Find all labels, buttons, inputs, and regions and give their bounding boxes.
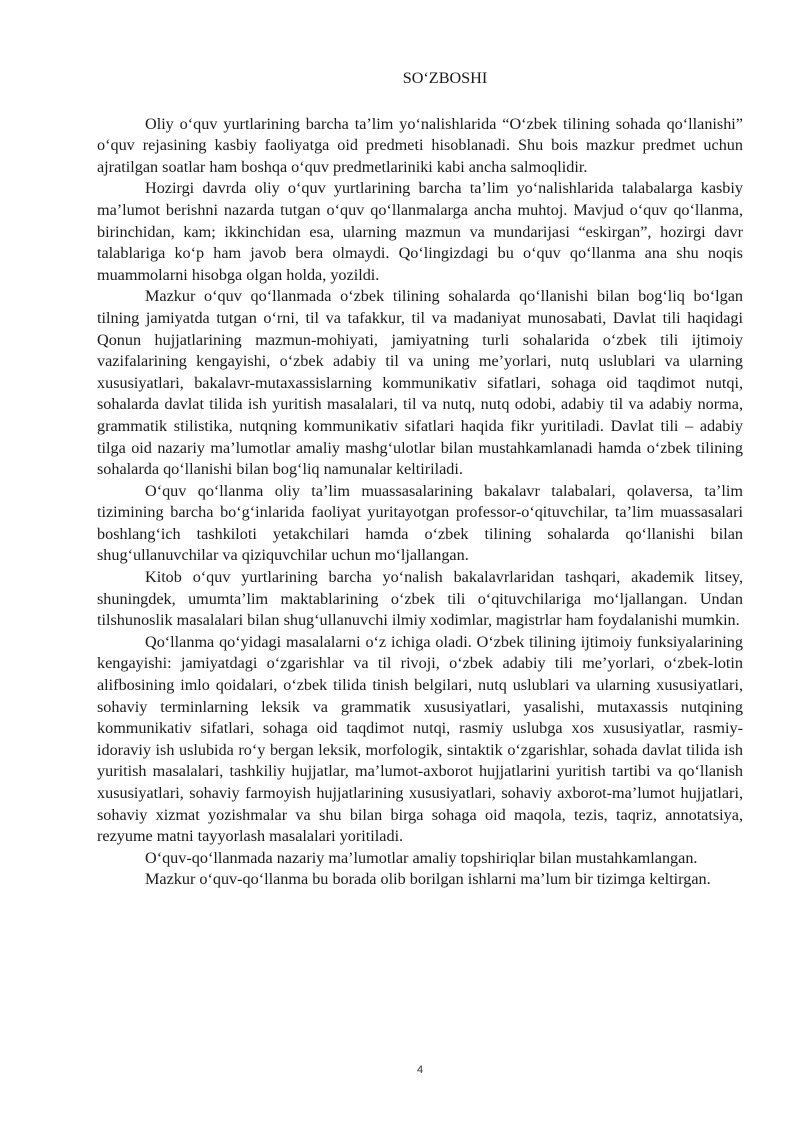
paragraph-7: O‘quv-qo‘llanmada nazariy ma’lumotlar amaliy topshiriqlar bilan mustahkamlangan. — [145, 848, 698, 867]
page-number: 4 — [416, 1064, 424, 1076]
paragraph-4: O‘quv qo‘llanma oliy ta’lim muassasalarining bakalavr talabalari, qolaversa, ta’lim tizimining barcha bo‘g‘inlarida faoliyat yuritayotgan professor-o‘qituvchilar, ta’lim muassasalari boshlang‘ich tashkiloti yetakchilari hamda o‘zbek tilining sohalarda qo‘llanishi bilan shug‘ullanuvchilar va qiziquvchilar uchun mo‘ljallangan. — [97, 481, 743, 565]
paragraph-1: Oliy o‘quv yurtlarining barcha ta’lim yo‘nalishlarida “O‘zbek tilining sohada qo‘llanishi” o‘quv rejasining kasbiy faoliyatga oid predmeti hisoblanadi. Shu bois mazkur predmet uchun ajratilgan soatlar ham boshqa o‘quv predmetlariniki kabi ancha salmoqlidir. — [97, 114, 743, 176]
document-page — [97, 68, 743, 891]
paragraph-8: Mazkur o‘quv-qo‘llanma bu borada olib borilgan ishlarni ma’lum bir tizimga keltirgan. — [145, 870, 711, 889]
page-title: SO‘ZBOSHI — [402, 69, 488, 87]
paragraph-5: Kitob o‘quv yurtlarining barcha yo‘nalish bakalavrlaridan tashqari, akademik litsey, shuningdek, umumta’lim maktablarining o‘zbek tili o‘qituvchilariga mo‘ljallangan. Undan tilshunoslik masalalari bilan shug‘ullanuvchi ilmiy xodimlar, magistrlar ham foydalanishi mumkin. — [97, 568, 743, 630]
paragraph-3: Mazkur o‘quv qo‘llanmada o‘zbek tilining sohalarda qo‘llanishi bilan bog‘liq bo‘lgan tilning jamiyatda tutgan o‘rni, til va tafakkur, til va madaniyat munosabati, Davlat tili haqidagi Qonun hujjatlarining mazmun-mohiyati, jamiyatning turli sohalarida o‘zbek tili ijtimoiy vazifalarining kengayishi, o‘zbek adabiy til va uning me’yorlari, nutq uslublari va ularning xususiyatlari, bakalavr-mutaxassislarning kommunikativ sifatlari, sohaga oid taqdimot nutqi, sohalarda davlat tilida ish yuritish masalalari, til va nutq, nutq odobi, adabiy til va adabiy norma, grammatik stilistika, nutqning kommunikativ sifatlari haqida fikr yuritiladi. Davlat tili – adabiy tilga oid nazariy ma’lumotlar amaliy mashg‘ulotlar bilan mustahkamlanadi hamda o‘zbek tilining sohalarda qo‘llanishi bilan bog‘liq namunalar keltiriladi. — [97, 287, 743, 479]
paragraph-2: Hozirgi davrda oliy o‘quv yurtlarining barcha ta’lim yo‘nalishlarida talabalarga kasbiy ma’lumot berishni nazarda tutgan o‘quv qo‘llanmalarga ancha muhtoj. Mavjud o‘quv qo‘llanma, birinchidan, kam; ikkinchidan esa, ularning mazmun va mundarijasi “eskirgan”, hozirgi davr talablariga ko‘p ham javob bera olmaydi. Qo‘lingizdagi bu o‘quv qo‘llanma ana shu noqis muammolarni hisobga olgan holda, yozildi. — [97, 179, 743, 284]
paragraph-6: Qo‘llanma qo‘yidagi masalalarni o‘z ichiga oladi. O‘zbek tilining ijtimoiy funksiyalarining kengayishi: jamiyatdagi o‘zgarishlar va til rivoji, o‘zbek adabiy tili me’yorlari, o‘zbek-lotin alifbosining imlo qoidalari, o‘zbek tilida tinish belgilari, nutq uslublari va ularning xususiyatlari, sohaviy terminlarning leksik va grammatik xususiyatlari, yasalishi, mutaxassis nutqining kommunikativ sifatlari, sohaga oid taqdimot nutqi, rasmiy uslubga xos xususiyatlar, rasmiy-idoraviy ish uslubida ro‘y bergan leksik, morfologik, sintaktik o‘zgarishlar, sohada davlat tilida ish yuritish masalalari, tashkiliy hujjatlar, ma’lumot-axborot hujjatlarini yuritish tartibi va qo‘llanish xususiyatlari, sohaviy farmoyish hujjatlarining xususiyatlari, sohaviy axborot-ma’lumot hujjatlari, sohaviy xizmat yozishmalar va shu bilan birga sohaga oid maqola, tezis, taqriz, annotatsiya, rezyume matni tayyorlash masalalari yoritiladi. — [97, 632, 743, 846]
